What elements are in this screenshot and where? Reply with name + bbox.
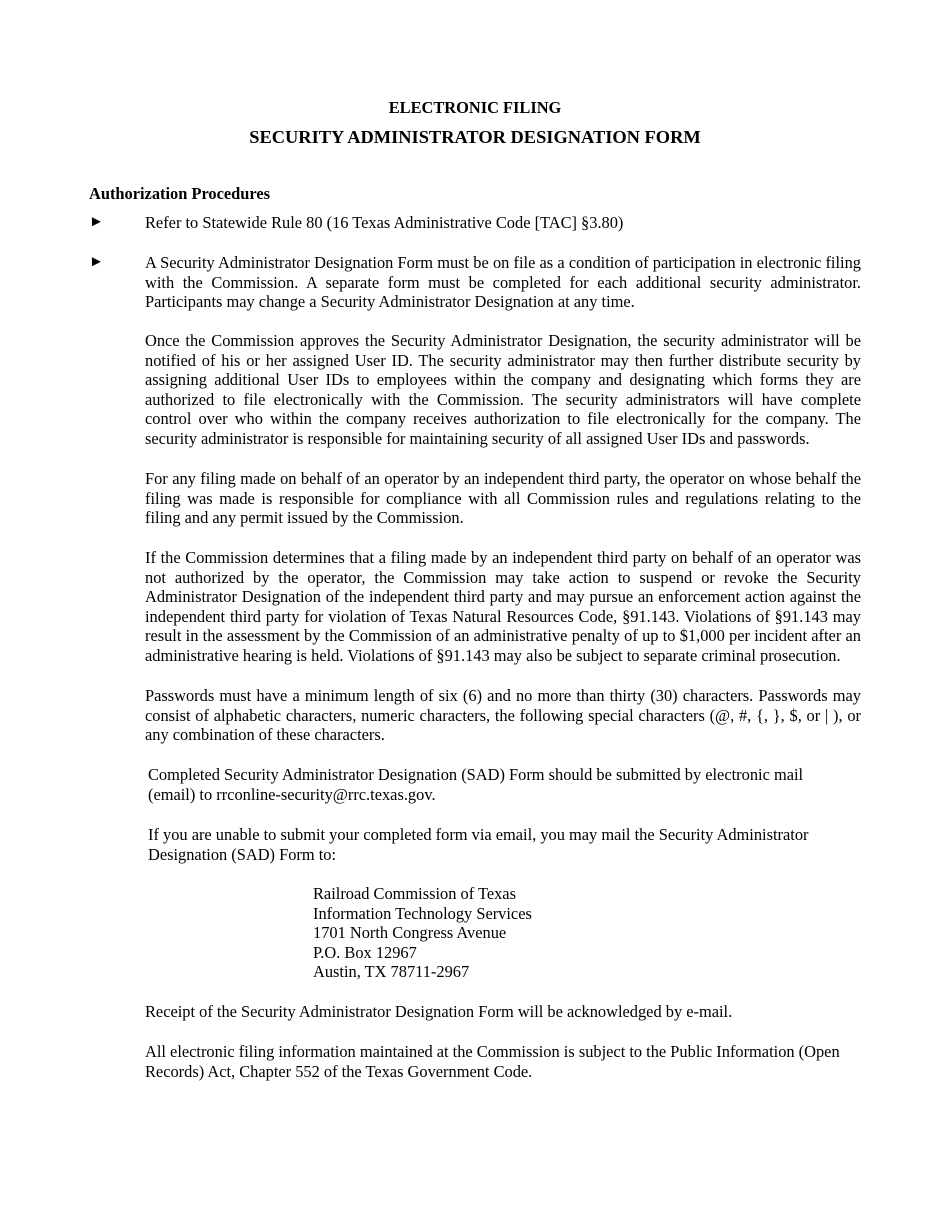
section-heading: Authorization Procedures <box>89 184 271 203</box>
address-line: Information Technology Services <box>313 903 532 923</box>
address-line: P.O. Box 12967 <box>313 942 417 962</box>
paragraph-approval: Once the Commission approves the Security Administrator Designation, the security administrator will be notified of his or her assigned User ID. The security administrator may then further distribute security by assigning additional User IDs to employees within the company and designating which forms they are authorized to file electronically with the Commission. The security administrators will have complete control over who within the company receives authorization to file electronically for the company. The security administrator is responsible for maintaining security of all assigned User IDs and passwords. <box>145 331 861 448</box>
document-header-line1: ELECTRONIC FILING <box>388 98 562 117</box>
address-line: Austin, TX 78711-2967 <box>313 962 470 982</box>
address-line: 1701 North Congress Avenue <box>313 923 507 943</box>
paragraph-mail-submission: If you are unable to submit your completed form via email, you may mail the Security Administrator Designation (SAD) Form to: <box>148 825 809 864</box>
bullet-item-designation-requirement: A Security Administrator Designation Form must be on file as a condition of participation in electronic filing with the Commission. A separate form must be completed for each additional security administrator. Participants may change a Security Administrator Designation at any time. <box>145 253 861 312</box>
paragraph-receipt-ack: Receipt of the Security Administrator Designation Form will be acknowledged by e-mail. <box>145 1002 733 1021</box>
address-line: Railroad Commission of Texas <box>313 884 516 903</box>
paragraph-third-party: For any filing made on behalf of an operator by an independent third party, the operator on whose behalf the filing was made is responsible for compliance with all Commission rules and regulations relating to the filing and any permit issued by the Commission. <box>145 469 861 528</box>
bullet-arrow-icon: ► <box>89 214 104 230</box>
paragraph-email-submission: Completed Security Administrator Designation (SAD) Form should be submitted by electronic mail (email) to rrconline-security@rrc.texas.gov. <box>148 765 804 804</box>
mailing-address <box>313 884 532 982</box>
paragraph-public-information: All electronic filing information maintained at the Commission is subject to the Public Information (Open Records) Act, Chapter 552 of the Texas Government Code. <box>145 1042 840 1081</box>
bullet-arrow-icon: ► <box>89 254 104 270</box>
paragraph-password-rules: Passwords must have a minimum length of six (6) and no more than thirty (30) characters. Passwords may consist of alphabetic characters, numeric characters, the following special characters (@, #, {, }, $, or | ), or any combination of these characters. <box>145 686 861 745</box>
paragraph-unauthorized-filing: If the Commission determines that a filing made by an independent third party on behalf of an operator was not authorized by the operator, the Commission may take action to suspend or revoke the Security Administrator Designation of the independent third party and may pursue an enforcement action against the independent third party for violation of Texas Natural Resources Code, §91.143. Violations of §91.143 may result in the assessment by the Commission of an administrative penalty of up to $1,000 per incident after an administrative hearing is held. Violations of §91.143 may also be subject to separate criminal prosecution. <box>145 548 861 665</box>
bullet-item-rule-reference: Refer to Statewide Rule 80 (16 Texas Administrative Code [TAC] §3.80) <box>145 213 624 232</box>
document-title: SECURITY ADMINISTRATOR DESIGNATION FORM <box>249 127 701 147</box>
